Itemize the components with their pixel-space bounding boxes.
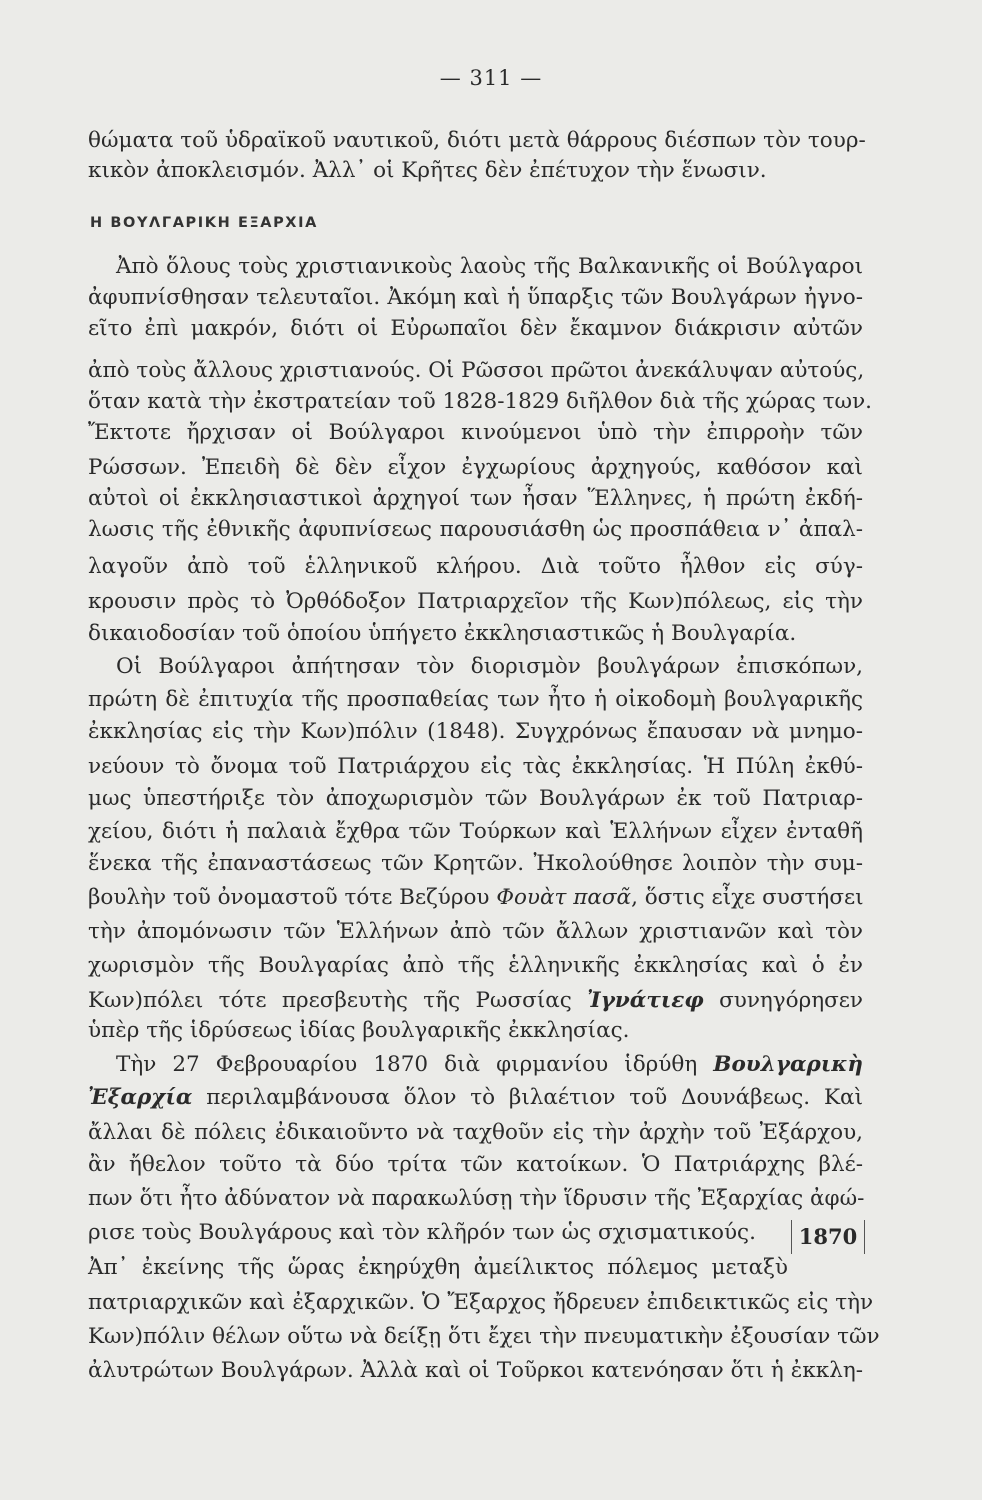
text-line — [116, 1050, 863, 1080]
text-line — [88, 986, 863, 1016]
text-line: νεύουν τὸ ὄνομα τοῦ Πατριάρχου εἰς τὰς ἐκκλησίας. Ἡ Πύλη ἐκθύ- — [88, 754, 863, 779]
text-line: μως ὑπεστήριξε τὸν ἀποχωρισμὸν τῶν Βουλγάρων ἐκ τοῦ Πατριαρ- — [88, 786, 863, 811]
text-line: ἀπὸ τοὺς ἄλλους χριστιανούς. Οἱ Ρῶσσοι πρῶτοι ἀνεκάλυψαν αὐτούς, — [88, 358, 865, 383]
text-line: ρισε τοὺς Βουλγάρους καὶ τὸν κλῆρόν των ὡς σχισματικούς. — [88, 1220, 756, 1245]
text-line: ἂν ἤθελον τοῦτο τὰ δύο τρίτα τῶν κατοίκων. Ὁ Πατριάρχης βλέ- — [88, 1152, 863, 1177]
text-line: πατριαρχικῶν καὶ ἐξαρχικῶν. Ὁ Ἔξαρχος ἤδρευεν ἐπιδεικτικῶς εἰς τὴν — [88, 1290, 874, 1315]
text-line: πων ὅτι ἦτο ἀδύνατον νὰ παρακωλύσῃ τὴν ἵδρυσιν τῆς Ἐξαρχίας ἀφώ- — [88, 1186, 865, 1211]
text-line: πρώτη δὲ ἐπιτυχία τῆς προσπαθείας των ἦτο ἡ οἰκοδομὴ βουλγαρικῆς — [88, 687, 863, 712]
text-line: κικὸν ἀποκλεισμόν. Ἀλλ᾽ οἱ Κρῆτες δὲν ἐπέτυχον τὴν ἕνωσιν. — [88, 158, 767, 183]
page-number: — 311 — — [439, 66, 543, 90]
text-line: ἕνεκα τῆς ἐπαναστάσεως τῶν Κρητῶν. Ἠκολούθησε λοιπὸν τὴν συμ- — [88, 851, 863, 876]
text-segment: Τὴν 27 Φεβρουαρίου 1870 διὰ φιρμανίου ἱδρύθη — [116, 1052, 714, 1077]
text-line: ὑπὲρ τῆς ἱδρύσεως ἰδίας βουλγαρικῆς ἐκκλησίας. — [88, 1018, 630, 1043]
text-line: θώματα τοῦ ὑδραϊκοῦ ναυτικοῦ, διότι μετὰ θάρρους διέσπων τὸν τουρ- — [88, 128, 866, 153]
text-line: αὐτοὶ οἱ ἐκκλησιαστικοὶ ἀρχηγοί των ἦσαν Ἕλληνες, ἡ πρώτη ἐκδή- — [88, 486, 863, 511]
term-exarchate: Ἐξαρχία — [88, 1085, 193, 1110]
text-line: τὴν ἀπομόνωσιν τῶν Ἑλλήνων ἀπὸ τῶν ἄλλων χριστιανῶν καὶ τὸν — [88, 919, 863, 944]
text-segment: βουλὴν τοῦ ὀνομαστοῦ τότε Βεζύρου — [88, 885, 497, 910]
text-line: δικαιοδοσίαν τοῦ ὁποίου ὑπήγετο ἐκκλησιαστικῶς ἡ Βουλγαρία. — [88, 621, 797, 646]
text-segment: περιλαμβάνουσα ὅλον τὸ βιλαέτιον τοῦ Δουνάβεως. Καὶ — [192, 1085, 863, 1110]
text-line — [88, 883, 863, 913]
text-line: χείου, διότι ἡ παλαιὰ ἔχθρα τῶν Τούρκων καὶ Ἑλλήνων εἶχεν ἐνταθῆ — [88, 819, 863, 844]
text-segment: συνηγόρησεν — [703, 988, 864, 1013]
name-fouat-pasha: Φουὰτ πασᾶ — [496, 885, 632, 910]
text-line: ἀλυτρώτων Βουλγάρων. Ἀλλὰ καὶ οἱ Τοῦρκοι κατενόησαν ὅτι ἡ ἐκκλη- — [88, 1358, 863, 1383]
text-line: χωρισμὸν τῆς Βουλγαρίας ἀπὸ τῆς ἑλληνικῆς ἐκκλησίας καὶ ὁ ἐν — [88, 953, 863, 978]
text-line: Ἔκτοτε ἤρχισαν οἱ Βούλγαροι κινούμενοι ὑπὸ τὴν ἐπιρροὴν τῶν — [88, 420, 863, 445]
text-line: λαγοῦν ἀπὸ τοῦ ἑλληνικοῦ κλήρου. Διὰ τοῦτο ἦλθον εἰς σύγ- — [88, 554, 863, 579]
text-line: κρουσιν πρὸς τὸ Ὀρθόδοξον Πατριαρχεῖον τῆς Κων)πόλεως, εἰς τὴν — [88, 589, 863, 614]
term-bulgarian-exarchate: Βουλγαρικὴ — [713, 1052, 863, 1077]
text-line: Κων)πόλιν θέλων οὕτω νὰ δείξῃ ὅτι ἔχει τὴν πνευματικὴν ἐξουσίαν τῶν — [88, 1324, 880, 1349]
margin-year-note: 1870 — [791, 1220, 865, 1254]
text-line: εῖτο ἐπὶ μακρόν, διότι οἱ Εὐρωπαῖοι δὲν ἔκαμνον διάκρισιν αὐτῶν — [88, 316, 863, 341]
text-segment: , ὅστις εἶχε συστήσει — [631, 885, 864, 910]
text-line: Ἀπὸ ὅλους τοὺς χριστιανικοὺς λαοὺς τῆς Βαλκανικῆς οἱ Βούλγαροι — [116, 254, 863, 279]
text-line: ἀφυπνίσθησαν τελευταῖοι. Ἀκόμη καὶ ἡ ὕπαρξις τῶν Βουλγάρων ἠγνο- — [88, 285, 863, 310]
text-line — [88, 1083, 863, 1113]
text-line: λωσις τῆς ἐθνικῆς ἀφυπνίσεως παρουσιάσθη ὡς προσπάθεια ν᾽ ἀπαλ- — [88, 517, 863, 542]
text-line: ὅταν κατὰ τὴν ἐκστρατείαν τοῦ 1828-1829 διῆλθον διὰ τῆς χώρας των. — [88, 389, 872, 414]
text-line: ἄλλαι δὲ πόλεις ἐδικαιοῦντο νὰ ταχθοῦν εἰς τὴν ἀρχὴν τοῦ Ἐξάρχου, — [88, 1120, 863, 1145]
text-line: Οἱ Βούλγαροι ἀπήτησαν τὸν διορισμὸν βουλγάρων ἐπισκόπων, — [116, 654, 863, 679]
text-line: ἐκκλησίας εἰς τὴν Κων)πόλιν (1848). Συγχρόνως ἔπαυσαν νὰ μνημο- — [88, 719, 863, 744]
text-line: Ἀπ᾽ ἐκείνης τῆς ὥρας ἐκηρύχθη ἀμείλικτος πόλεμος μεταξὺ — [88, 1255, 788, 1280]
text-segment: Κων)πόλει τότε πρεσβευτὴς τῆς Ρωσσίας — [88, 988, 588, 1013]
section-heading: Η ΒΟΥΛΓΑΡΙΚΗ ΕΞΑΡΧΙΑ — [90, 215, 318, 231]
name-ignatiev: Ἰγνάτιεφ — [587, 988, 704, 1013]
text-line: Ρώσσων. Ἐπειδὴ δὲ δὲν εἶχον ἐγχωρίους ἀρχηγούς, καθόσον καὶ — [88, 455, 863, 480]
